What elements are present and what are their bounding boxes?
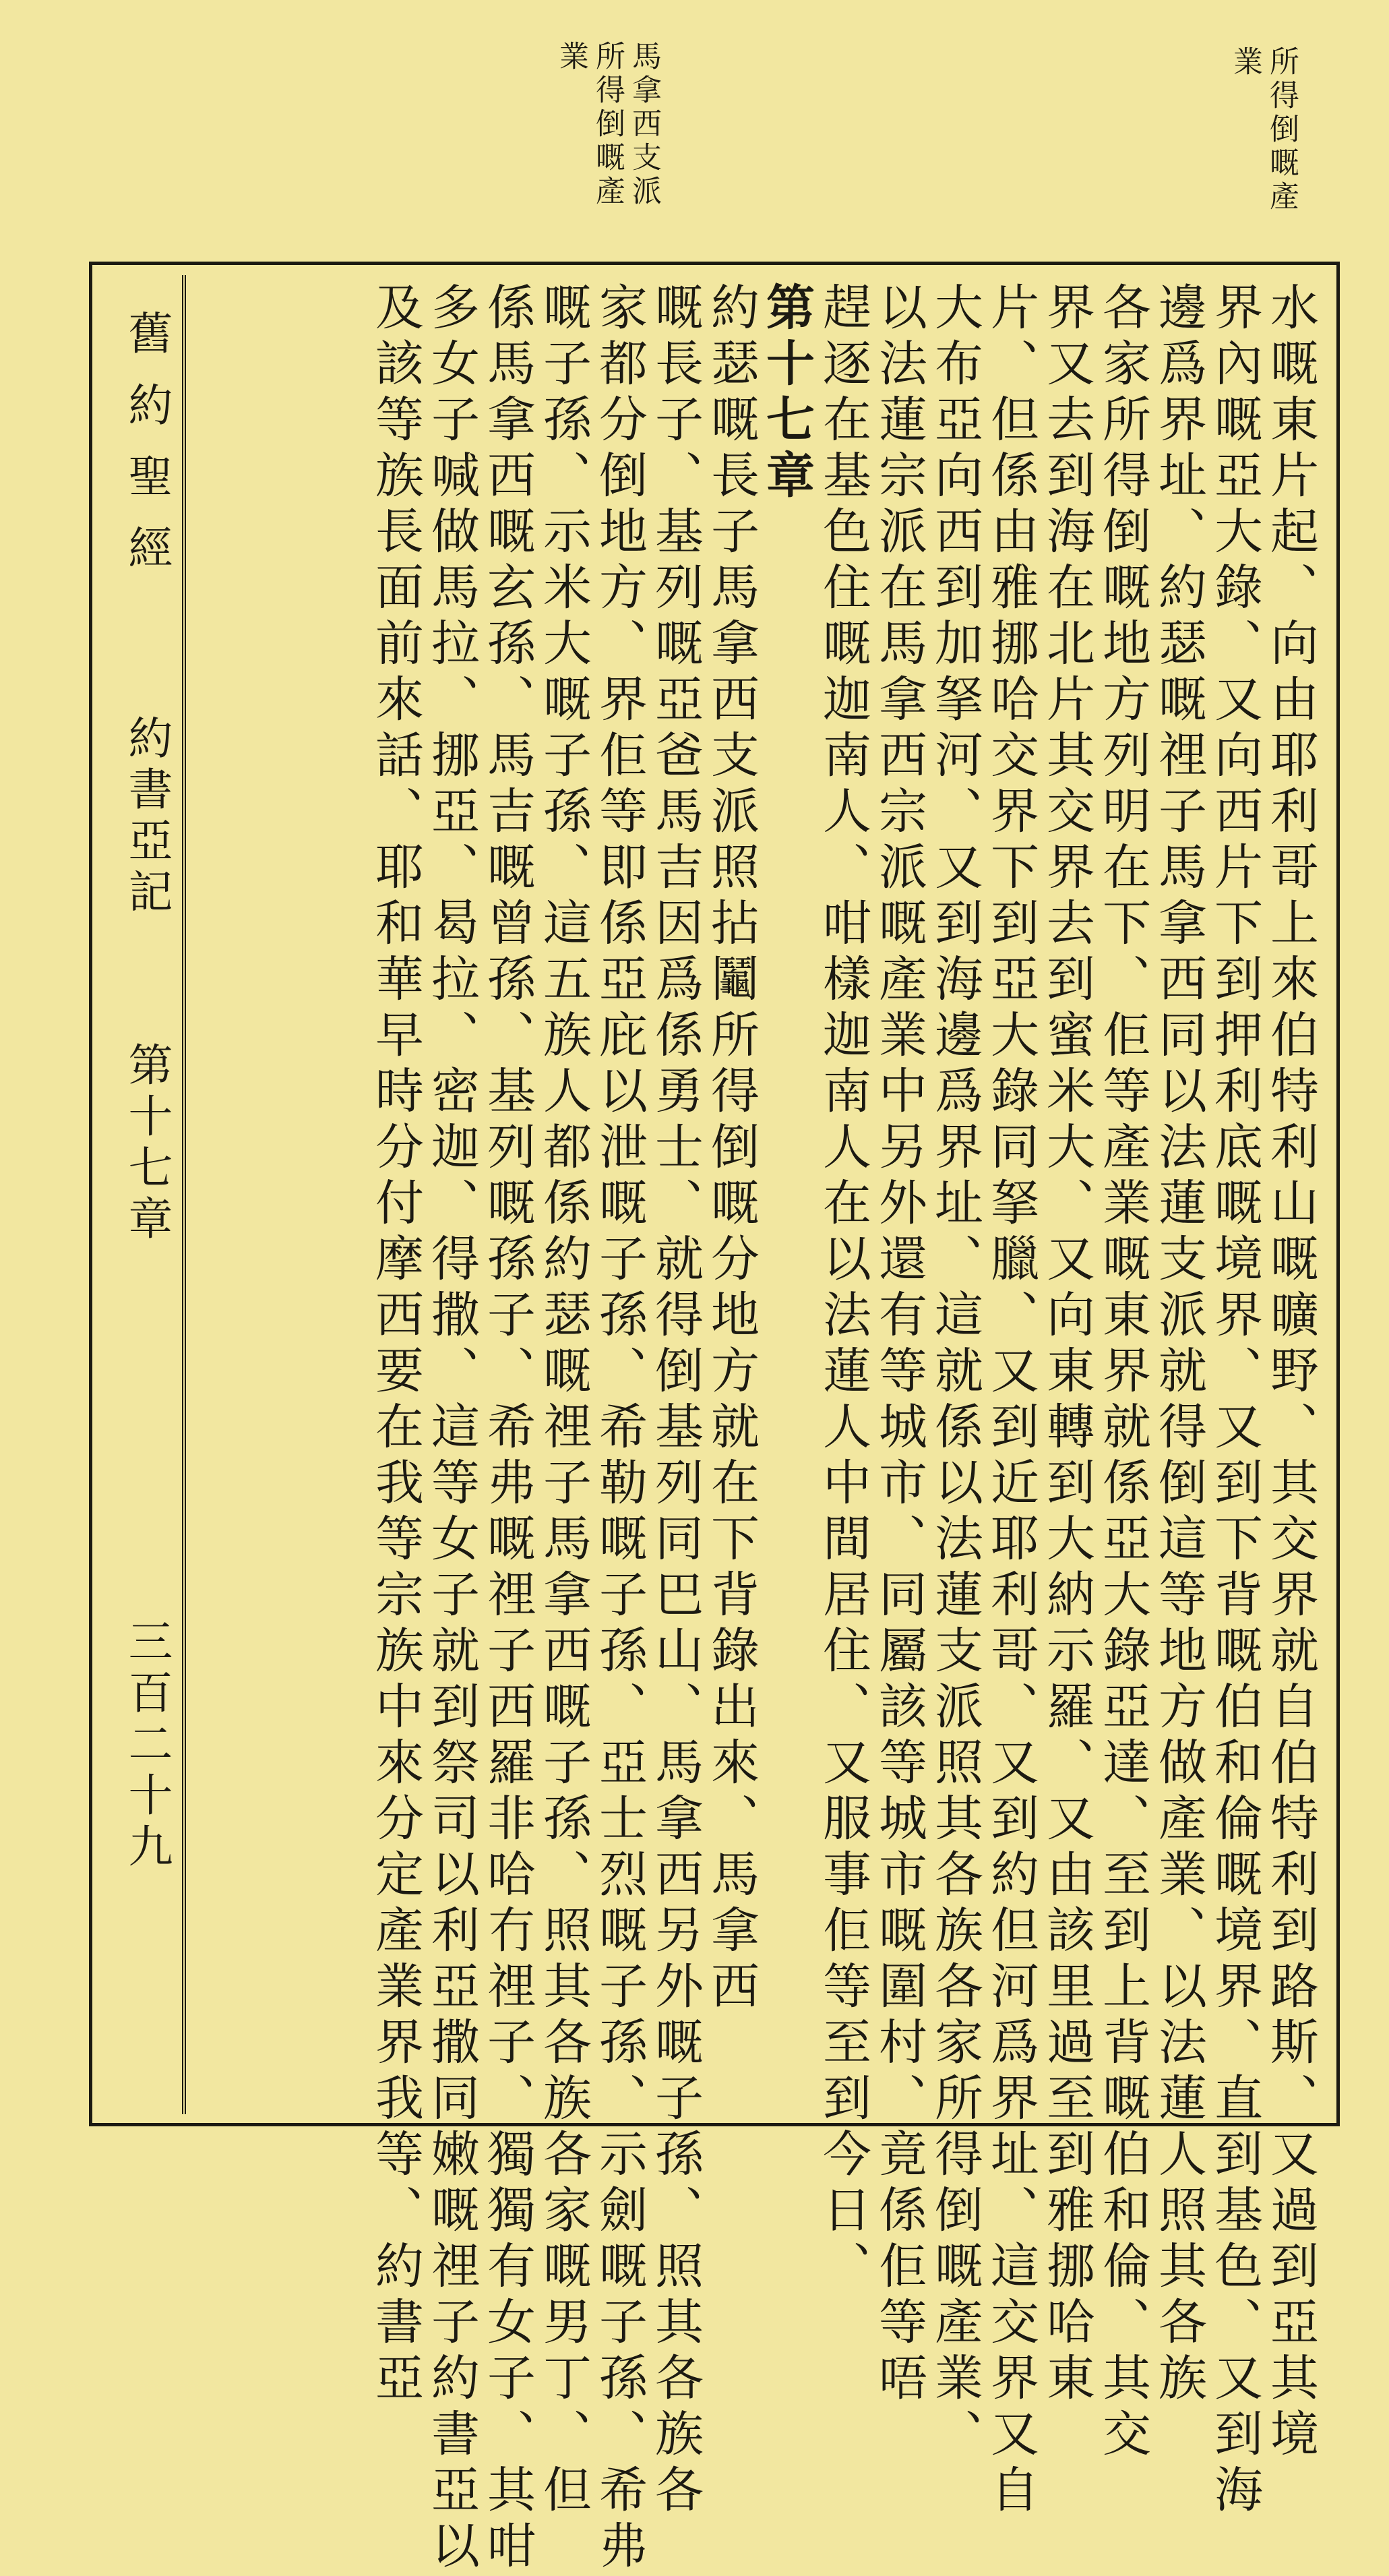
chapter-heading: 第十七章 xyxy=(758,282,815,506)
margin-note-right xyxy=(1227,46,1299,275)
text-column-14: 嘅子孫、示米大嘅子孫、這五族人都係約瑟嘅𥚃子馬拿西嘅子孫、照其各族各家嘅男丁、但 xyxy=(535,282,592,2520)
text-column-9: 趕逐在基色住嘅迦南人、咁樣迦南人在以法蓮人中間居住、又服事佢等至到今日、 xyxy=(815,282,871,2296)
running-head-title: 舊約聖經 xyxy=(121,310,173,596)
margin-note-right-line-2: 得倒嘅產 xyxy=(1264,80,1299,214)
text-column-4: 各家所得倒嘅地方列明在下、佢等產業嘅東界就係亞大錄亞達、至到上背嘅伯和倫、其交 xyxy=(1094,282,1151,2464)
text-column-13: 家都分倒地方、界佢等即係亞庇以泄嘅子孫、希勒嘅子孫、亞士烈嘅子孫、示劍嘅子孫、希弗 xyxy=(591,282,648,2576)
text-column-6: 片、但係由雅挪哈交界下到亞大錄同拏臘、又到近耶利哥、又到約但河爲界址、這交界又自 xyxy=(983,282,1039,2520)
running-head-book: 約書亞記 xyxy=(121,715,173,920)
margin-note-left-line-3: 業 xyxy=(554,40,588,74)
page-number: 三百二十九 xyxy=(121,1618,173,1874)
text-column-8: 以法蓮宗派在馬拿西宗派嘅產業中另外還有等城市、同屬該等城市嘅圍村、竟係佢等唔 xyxy=(871,282,927,2408)
margin-note-left-line-2: 所得倒嘅產 xyxy=(590,40,625,209)
margin-note-right-line-1: 所 xyxy=(1264,46,1299,80)
text-column-1: 水嘅東片起、向由耶利哥上來伯特利山嘅曠野、其交界就自伯特利到路斯、又過到亞其境 xyxy=(1262,282,1319,2464)
running-head-chapter: 第十七章 xyxy=(121,1042,173,1247)
text-column-7: 大布亞向西到加拏河、又到海邊爲界址、這就係以法蓮支派照其各族各家所得倒嘅產業、 xyxy=(927,282,983,2464)
text-column-12: 嘅長子、基列嘅亞爸馬吉因爲係勇士、就得倒基列同巴山、馬拿西另外嘅子孫、照其各族各 xyxy=(647,282,704,2520)
margin-note-left xyxy=(553,40,662,263)
margin-note-left-line-1: 馬拿西支派 xyxy=(627,40,661,209)
text-column-2: 界內嘅亞大錄、又向西片下到押利底嘅境界、又到下背嘅伯和倫嘅境界、直到基色、又到海 xyxy=(1206,282,1263,2520)
main-text xyxy=(199,282,1319,2576)
text-column-15: 係馬拿西嘅玄孫、馬吉嘅曾孫、基列嘅孫子、希弗嘅𥚃子西羅非哈冇𥚃子、獨獨有女子、其咁 xyxy=(479,282,536,2576)
text-column-3: 邊爲界址、約瑟嘅𥚃子馬拿西同以法蓮支派就得倒這等地方做產業、以法蓮人照其各族 xyxy=(1150,282,1207,2408)
text-column-16: 多女子喊做馬拉、挪亞、曷拉、密迦、得撒、這等女子就到祭司以利亞撒同嫩嘅𥚃子約書亞以 xyxy=(423,282,480,2576)
running-head-rule xyxy=(182,275,186,2114)
margin-note-right-line-3: 業 xyxy=(1228,46,1262,80)
text-column-17: 及該等族長面前來話、耶和華早時分付摩西要在我等宗族中來分定產業界我等、約書亞 xyxy=(367,282,424,2408)
running-head xyxy=(108,310,173,2097)
text-column-11: 約瑟嘅長子馬拿西支派照拈鬮所得倒嘅分地方就在下背錄出來、馬拿西 xyxy=(703,282,760,2016)
text-column-5: 界又去到海在北片其交界去到蜜米大、又向東轉到大納示羅、又由該里過至到雅挪哈東 xyxy=(1039,282,1095,2408)
